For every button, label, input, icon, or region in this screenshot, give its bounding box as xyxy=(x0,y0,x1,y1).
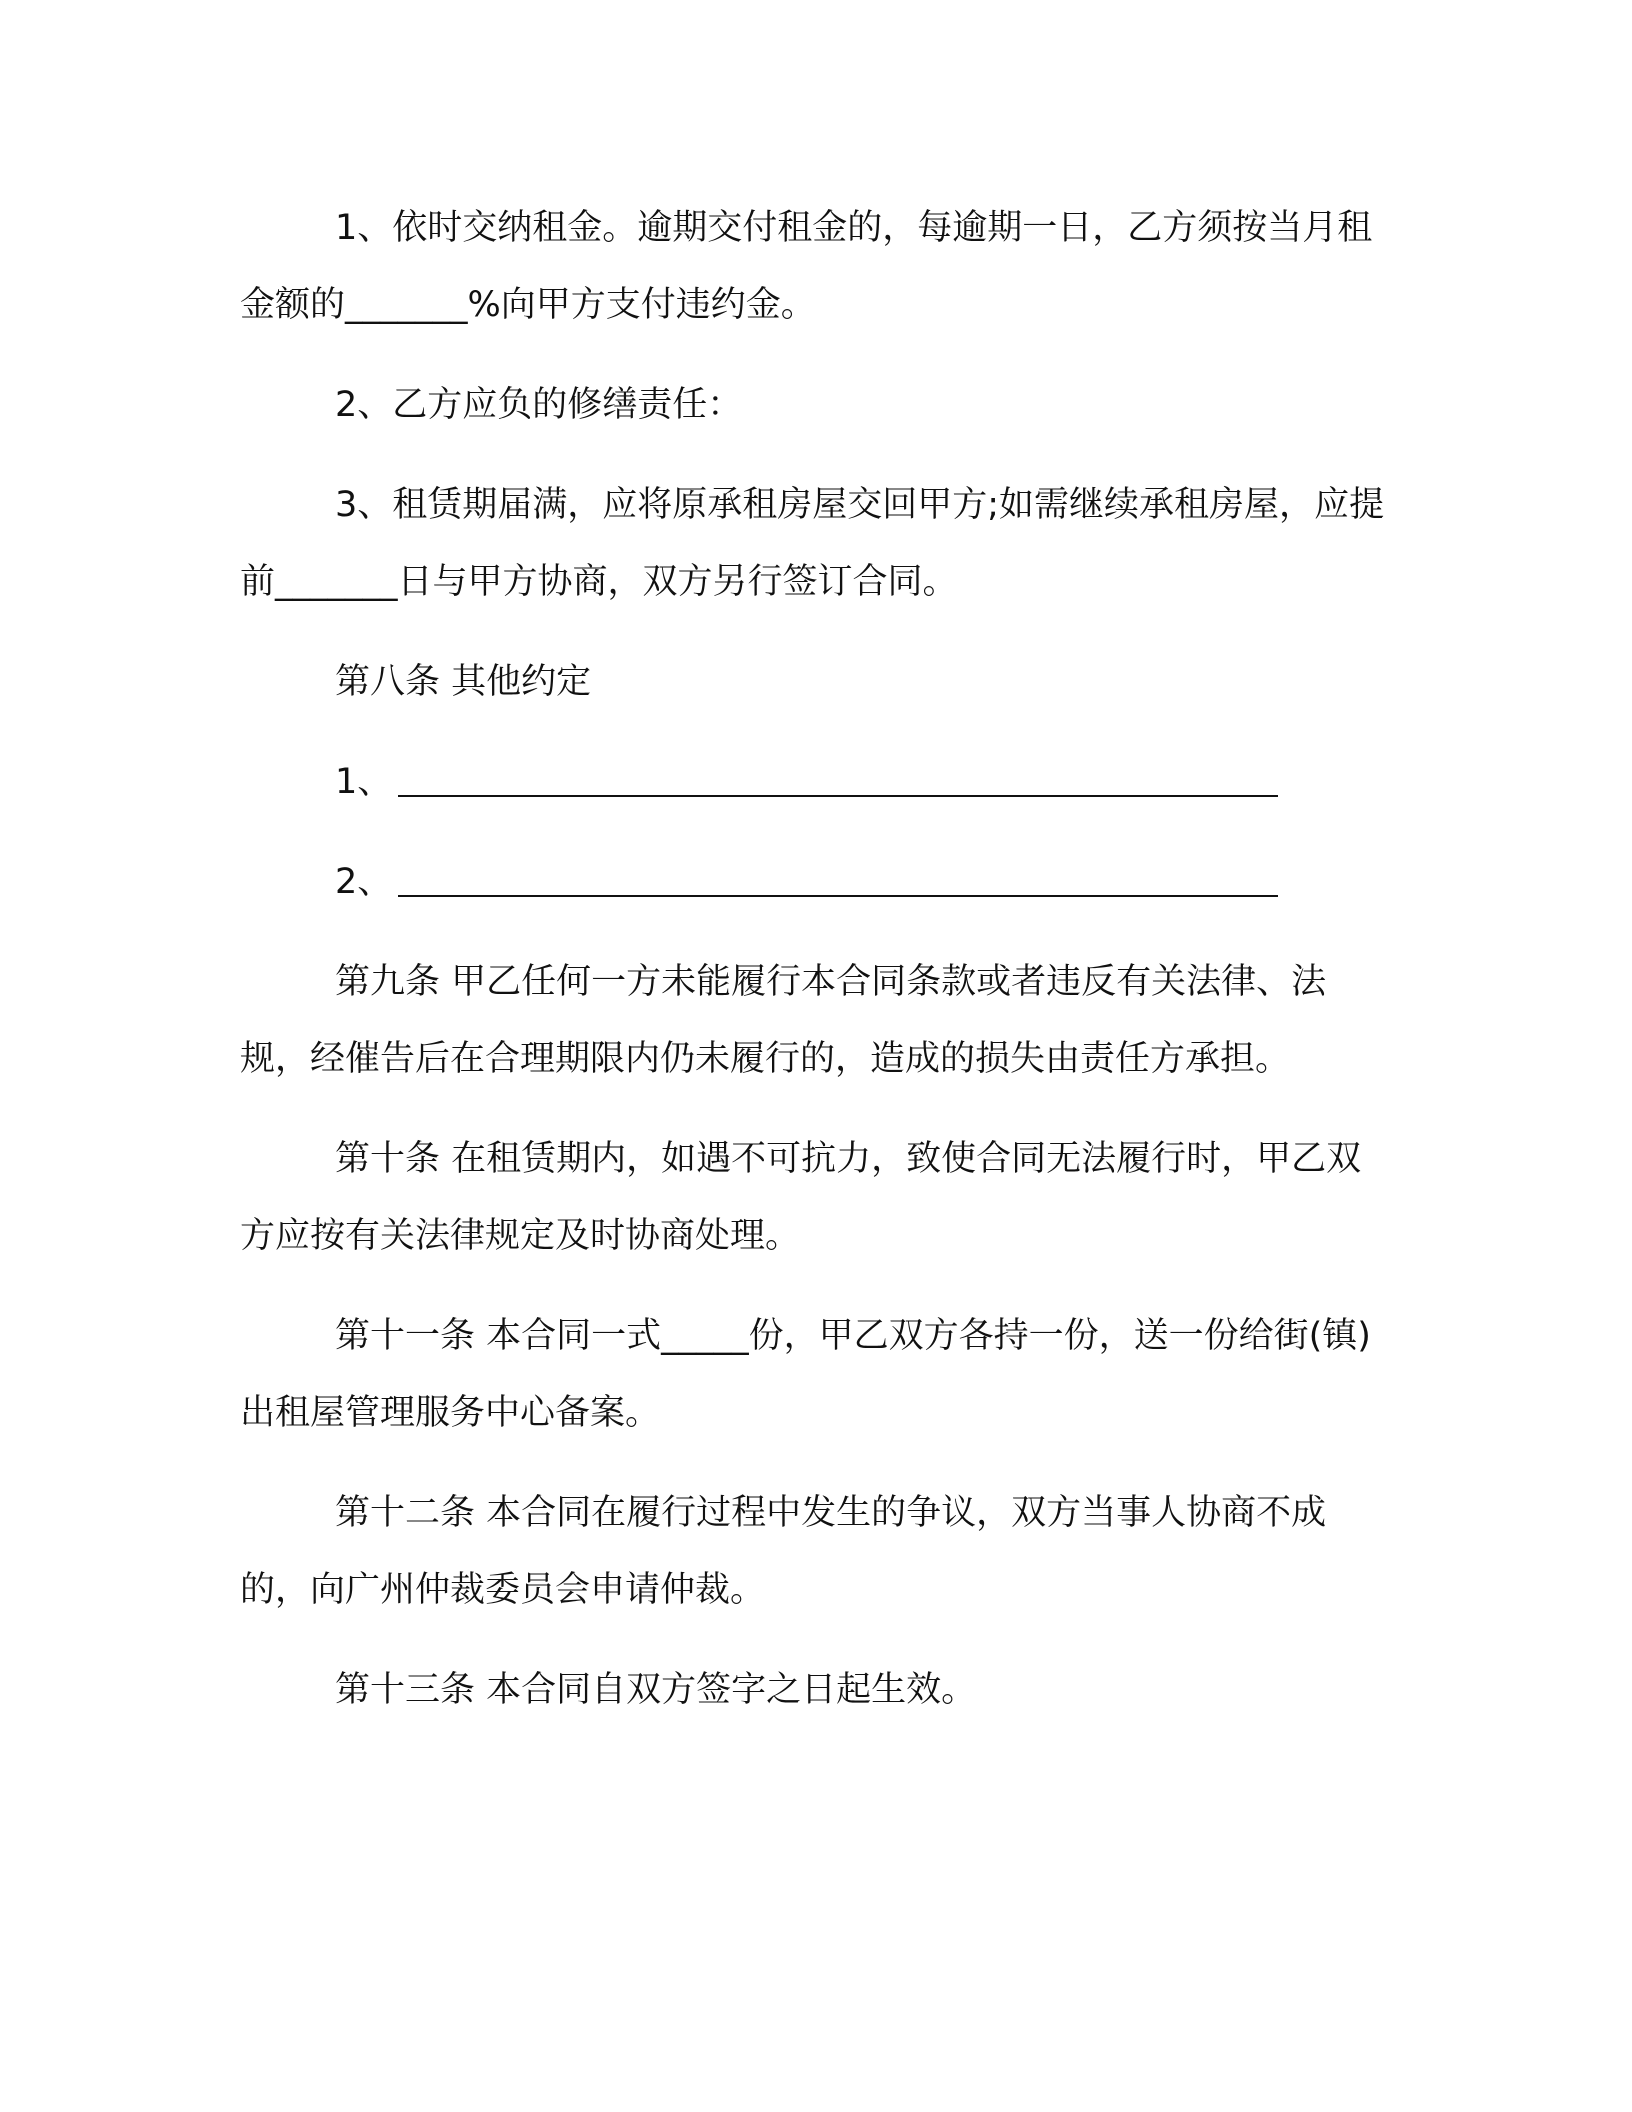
blank-item xyxy=(240,844,1390,921)
document-body xyxy=(240,190,1390,1752)
clause-paragraph: 第十三条 本合同自双方签字之日起生效。 xyxy=(335,1670,977,1710)
clause-paragraph: 1、依时交纳租金。逾期交付租金的，每逾期一日，乙方须按当月租金额的_______%向甲方支付违约金。 xyxy=(240,208,1373,325)
clause-paragraph: 2、乙方应负的修缮责任： xyxy=(335,385,743,425)
clause-paragraph: 第十条 在租赁期内，如遇不可抗力，致使合同无法履行时，甲乙双方应按有关法律规定及时协商处理。 xyxy=(240,1139,1362,1256)
clause-paragraph: 3、租赁期届满，应将原承租房屋交回甲方;如需继续承租房屋，应提前_______日与甲方协商，双方另行签订合同。 xyxy=(240,485,1385,602)
blank-item xyxy=(240,744,1390,821)
clause-paragraph: 第十一条 本合同一式_____份，甲乙双方各持一份，送一份给街(镇)出租屋管理服务中心备案。 xyxy=(240,1316,1371,1433)
blank-item-label: 1、 xyxy=(335,762,393,802)
section-heading: 第八条 其他约定 xyxy=(335,662,592,702)
fill-in-line xyxy=(398,894,1278,897)
clause-paragraph: 第十二条 本合同在履行过程中发生的争议，双方当事人协商不成的，向广州仲裁委员会申请仲裁。 xyxy=(240,1493,1327,1610)
blank-item-label: 2、 xyxy=(335,862,393,902)
clause-paragraph: 第九条 甲乙任何一方未能履行本合同条款或者违反有关法律、法规，经催告后在合理期限内仍未履行的，造成的损失由责任方承担。 xyxy=(240,962,1327,1079)
fill-in-line xyxy=(398,794,1278,797)
